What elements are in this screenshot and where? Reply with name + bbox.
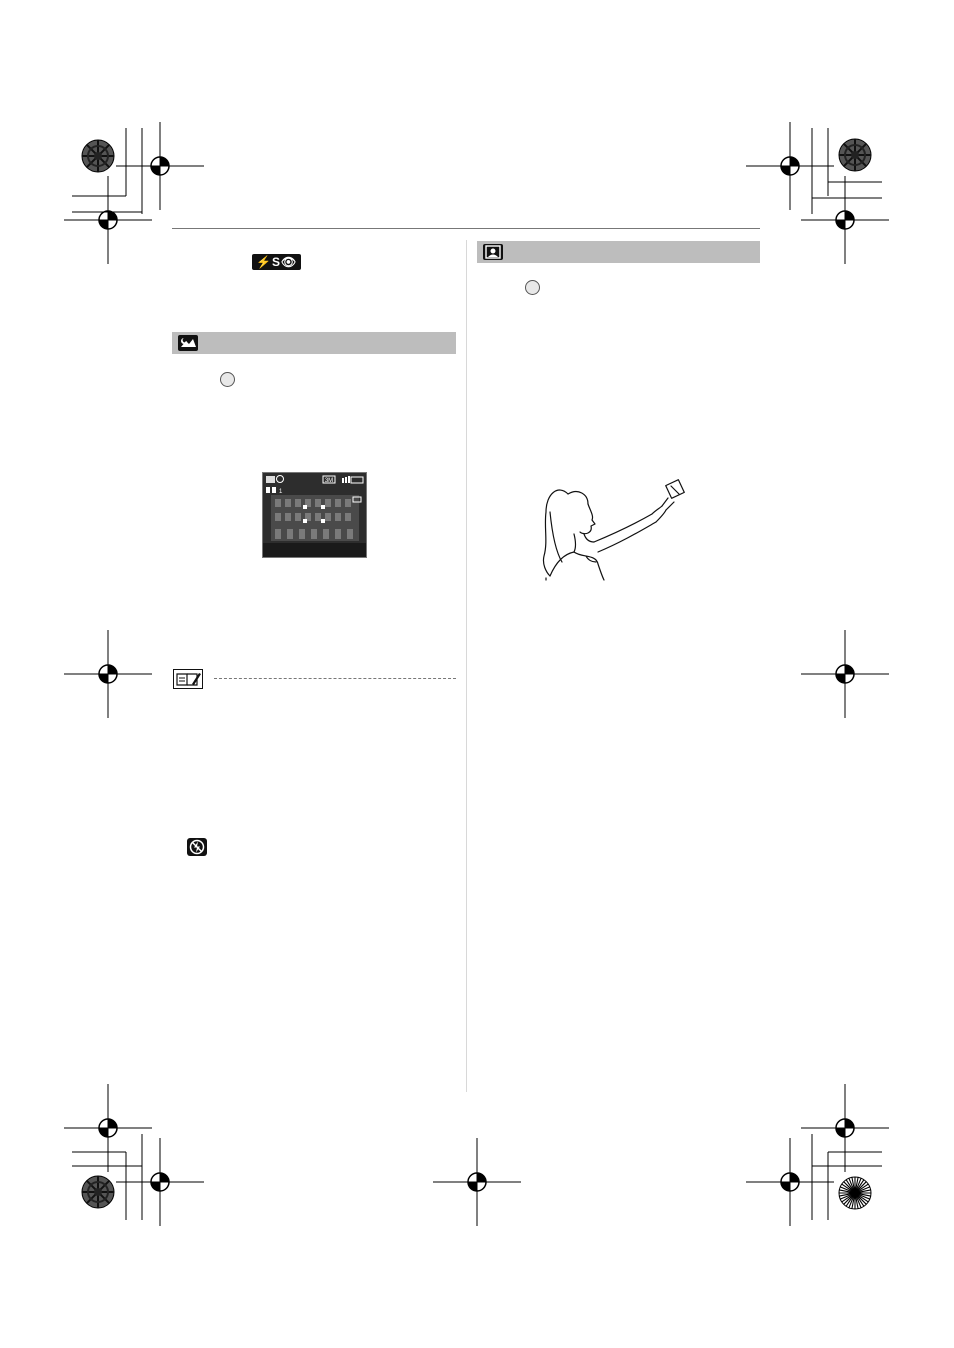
lcd-size-label: 3M bbox=[324, 478, 334, 484]
flash-off-icon bbox=[187, 838, 207, 856]
menu-button-icon-2 bbox=[525, 280, 540, 295]
self-portrait-icon bbox=[483, 244, 503, 260]
night-scenery-icon bbox=[178, 335, 198, 351]
lcd-preview bbox=[262, 472, 367, 558]
night-portrait-section-bar bbox=[172, 332, 456, 354]
menu-button-icon bbox=[220, 372, 235, 387]
flash-slow-sync-redeye-icon: ⚡S👁 bbox=[252, 254, 301, 270]
note-divider bbox=[214, 678, 456, 679]
self-portrait-illustration bbox=[538, 472, 708, 582]
self-portrait-section-bar bbox=[477, 241, 760, 263]
lcd-badge-label: 1 bbox=[279, 489, 283, 495]
note-book-icon bbox=[173, 669, 203, 689]
